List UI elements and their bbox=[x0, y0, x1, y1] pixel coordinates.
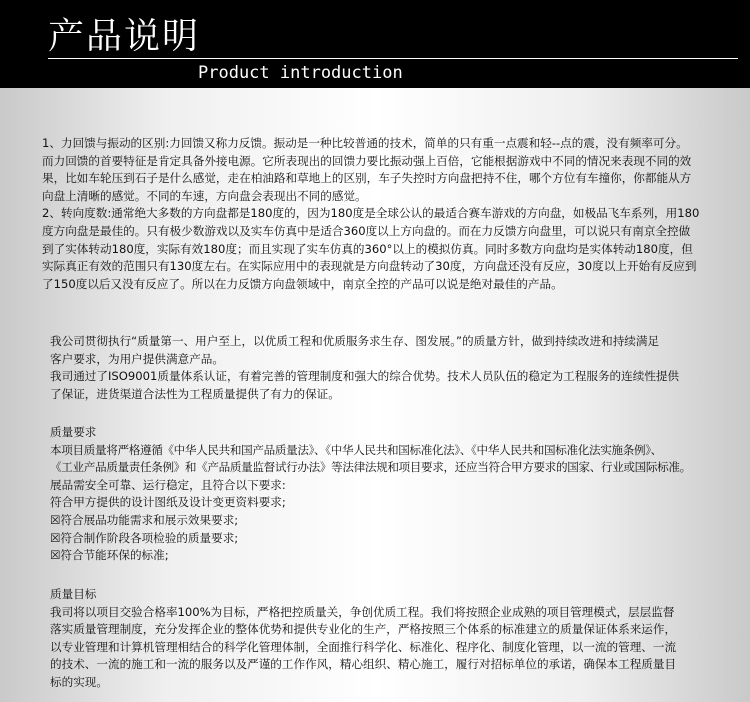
paragraph-line: 而力回馈的首要特征是肯定具备外接电源。它所表现出的回馈力要比振动强上百倍，它能根据游戏中不同的情况来表现不同的效 bbox=[42, 153, 692, 168]
paragraph-line: 了保证，进货渠道合法性为工程质量提供了有力的保证。 bbox=[50, 386, 340, 401]
paragraph-line: 本项目质量将严格遵循《中华人民共和国产品质量法》、《中华人民共和国标准化法》、《中华人民共和国标准化法实施条例》、 bbox=[50, 442, 662, 457]
list-item: ☒符合制作阶段各项检验的质量要求; bbox=[50, 530, 239, 545]
paragraph-line: 的技术、一流的施工和一流的服务以及严谨的工作作风，精心组织、精心施工，履行对招标单位的承诺，确保本工程质量目 bbox=[50, 657, 677, 672]
paragraph-line: 我司将以项目交验合格率100%为目标，严格把控质量关，争创优质工程。我们将按照企业成熟的项目管理模式，层层监督 bbox=[50, 604, 675, 619]
paragraph-line: 向盘上清晰的感觉。不同的车速，方向盘会表现出不同的感觉。 bbox=[42, 188, 367, 203]
paragraph-line: 实际真正有效的范围只有130度左右。在实际应用中的表现就是方向盘转动了30度，方向盘还没有反应，30度以上开始有反应到 bbox=[42, 259, 697, 274]
list-item: 符合甲方提供的设计图纸及设计变更资料要求; bbox=[50, 495, 286, 510]
paragraph-line: 客户要求，为用户提供满意产品。 bbox=[50, 351, 224, 366]
list-item: ☒符合节能环保的标准; bbox=[50, 548, 169, 563]
page-title: 产品说明 bbox=[48, 16, 201, 57]
title-divider bbox=[48, 58, 738, 59]
paragraph-line: 2、转向度数:通常绝大多数的方向盘都是180度的，因为180度是全球公认的最适合赛车游戏的方向盘，如极品飞车系列，用180 bbox=[42, 206, 700, 221]
list-item: ☒符合展品功能需求和展示效果要求; bbox=[50, 512, 239, 527]
paragraph-line: 度方向盘是最佳的。只有极少数游戏以及实车仿真中是适合360度以上方向盘的。而在力反馈方向盘里，可以说只有南京全控做 bbox=[42, 223, 691, 238]
quality-requirements-section bbox=[50, 424, 740, 565]
paragraph-line: 1、力回馈与振动的区别:力回馈又称力反馈。振动是一种比较普通的技术，简单的只有重一点震和轻--点的震，没有频率可分。 bbox=[42, 136, 688, 150]
paragraph-line: 果，比如车轮压到石子是什么感觉，走在柏油路和草地上的区别，车子失控时方向盘把持不住，哪个方位有车撞你，你都能从方 bbox=[42, 171, 692, 186]
quality-goals-section bbox=[50, 586, 722, 692]
section-heading: 质量目标 bbox=[50, 587, 97, 601]
paragraph-line: 了150度以后又没有反应了。所以在力反馈方向盘领域中，南京全控的产品可以说是绝对最佳的产品。 bbox=[42, 276, 563, 291]
company-policy-section bbox=[50, 333, 722, 403]
paragraph-line: 标的实现。 bbox=[50, 674, 108, 689]
paragraph-line: 《工业产品质量责任条例》和《产品质量监督试行办法》等法律法规和项目要求，还应当符合甲方要求的国家、行业或国际标准。 bbox=[50, 460, 691, 475]
paragraph-line: 到了实体转动180度，实际有效180度；而且实现了实车仿真的360°以上的模拟仿真。同时多数方向盘均是实体转动180度，但 bbox=[42, 241, 693, 256]
paragraph-line: 我公司贯彻执行“质量第一、用户至上，以优质工程和优质服务求生存、图发展。”的质量方针，做到持续改进和持续满足 bbox=[50, 334, 660, 348]
section-heading: 质量要求 bbox=[50, 425, 97, 439]
paragraph-line: 我司通过了ISO9001质量体系认证，有着完善的管理制度和强大的综合优势。技术人员队伍的稳定为工程服务的连续性提供 bbox=[50, 369, 680, 384]
paragraph-line: 落实质量管理制度，充分发挥企业的整体优势和提供专业化的生产，严格按照三个体系的标准建立的质量保证体系来运作， bbox=[50, 622, 677, 637]
header-banner bbox=[0, 0, 750, 88]
intro-section-features bbox=[42, 135, 722, 293]
paragraph-line: 展品需安全可靠、运行稳定，且符合以下要求: bbox=[50, 477, 286, 492]
page-subtitle: Product introduction bbox=[198, 63, 403, 83]
paragraph-line: 以专业管理和计算机管理相结合的科学化管理体制，全面推行科学化、标准化、程序化、制度化管理，以一流的管理、一流 bbox=[50, 639, 677, 654]
